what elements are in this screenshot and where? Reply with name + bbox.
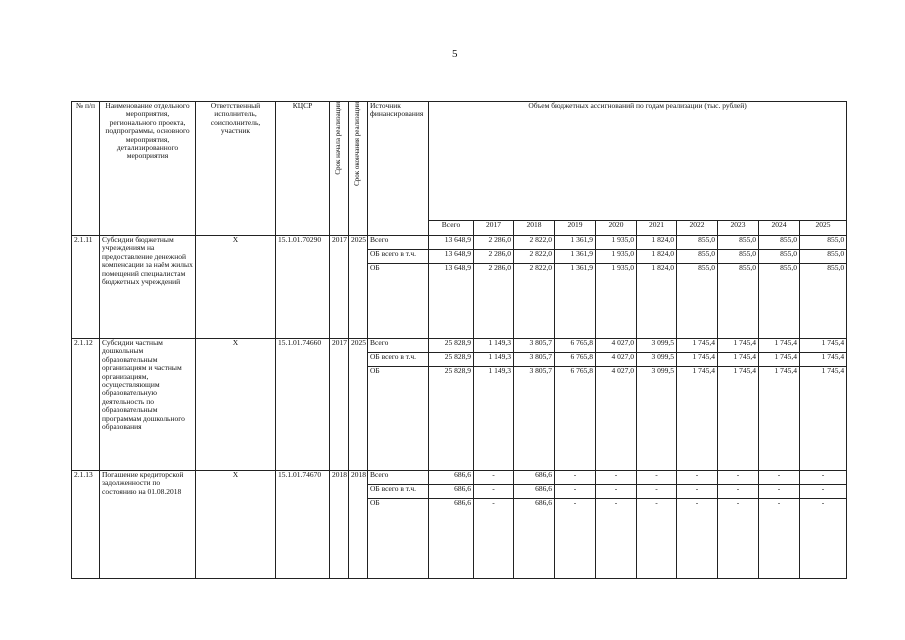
header-year: 2025 bbox=[800, 221, 847, 236]
value-cell: 1 361,9 bbox=[555, 236, 596, 250]
table-row bbox=[72, 339, 847, 353]
row-num: 2.1.11 bbox=[72, 236, 100, 339]
header-end-label: Срок окончания реализации bbox=[353, 102, 362, 186]
value-cell: - bbox=[637, 485, 677, 499]
row-source: ОБ bbox=[368, 367, 429, 471]
header-kcsr: КЦСР bbox=[276, 102, 330, 236]
value-cell: - bbox=[759, 499, 800, 579]
value-cell: 1 745,4 bbox=[718, 339, 759, 353]
value-cell: - bbox=[677, 499, 718, 579]
value-cell: 1 149,3 bbox=[474, 367, 514, 471]
value-cell: 855,0 bbox=[677, 250, 718, 264]
value-cell: 4 027,0 bbox=[596, 353, 637, 367]
header-year: 2023 bbox=[718, 221, 759, 236]
value-cell: - bbox=[596, 485, 637, 499]
value-cell: 855,0 bbox=[759, 250, 800, 264]
value-cell: - bbox=[474, 471, 514, 485]
value-cell: 3 099,5 bbox=[637, 367, 677, 471]
value-cell: 6 765,8 bbox=[555, 367, 596, 471]
value-cell: 3 805,7 bbox=[514, 339, 555, 353]
row-source: Всего bbox=[368, 339, 429, 353]
value-cell: 1 745,4 bbox=[759, 353, 800, 367]
value-cell: - bbox=[637, 499, 677, 579]
value-cell: 855,0 bbox=[759, 264, 800, 339]
table-body bbox=[72, 236, 847, 579]
value-cell: - bbox=[637, 471, 677, 485]
value-cell: 1 745,4 bbox=[800, 353, 847, 367]
value-cell: 4 027,0 bbox=[596, 339, 637, 353]
row-name: Погашение кредиторской задолженности по состоянию на 01.08.2018 bbox=[100, 471, 196, 579]
row-name: Субсидии бюджетным учреждениям на предоставление денежной компенсации за наём жилых помещений специалистам бюджетных учреждений bbox=[100, 236, 196, 339]
value-cell: 686,6 bbox=[429, 499, 474, 579]
value-cell: 3 805,7 bbox=[514, 353, 555, 367]
value-cell: 3 099,5 bbox=[637, 339, 677, 353]
value-cell: 686,6 bbox=[429, 471, 474, 485]
value-cell: 1 361,9 bbox=[555, 250, 596, 264]
row-source: ОБ bbox=[368, 499, 429, 579]
value-cell: 855,0 bbox=[800, 250, 847, 264]
value-cell: - bbox=[596, 471, 637, 485]
header-source: Источник финансирования bbox=[368, 102, 429, 236]
value-cell: 1 935,0 bbox=[596, 250, 637, 264]
value-cell: 855,0 bbox=[800, 236, 847, 250]
value-cell: 13 648,9 bbox=[429, 250, 474, 264]
value-cell: - bbox=[555, 471, 596, 485]
row-source: ОБ всего в т.ч. bbox=[368, 485, 429, 499]
value-cell: - bbox=[677, 485, 718, 499]
value-cell: 855,0 bbox=[718, 250, 759, 264]
value-cell: 1 149,3 bbox=[474, 339, 514, 353]
value-cell: 1 745,4 bbox=[759, 367, 800, 471]
row-start: 2017 bbox=[330, 339, 349, 471]
row-source: ОБ всего в т.ч. bbox=[368, 250, 429, 264]
value-cell: 6 765,8 bbox=[555, 353, 596, 367]
header-end bbox=[349, 102, 368, 236]
value-cell: 1 935,0 bbox=[596, 236, 637, 250]
header-year: 2021 bbox=[637, 221, 677, 236]
value-cell: 25 828,9 bbox=[429, 353, 474, 367]
header-year: 2024 bbox=[759, 221, 800, 236]
value-cell: 1 745,4 bbox=[677, 353, 718, 367]
row-end: 2025 bbox=[349, 236, 368, 339]
value-cell: 686,6 bbox=[429, 485, 474, 499]
value-cell: 1 149,3 bbox=[474, 353, 514, 367]
header-year: 2020 bbox=[596, 221, 637, 236]
row-source: ОБ bbox=[368, 264, 429, 339]
value-cell: 25 828,9 bbox=[429, 339, 474, 353]
row-kcsr: 15.1.01.70290 bbox=[276, 236, 330, 339]
value-cell: - bbox=[474, 485, 514, 499]
value-cell: 855,0 bbox=[800, 264, 847, 339]
table-row bbox=[72, 236, 847, 250]
value-cell: - bbox=[800, 471, 847, 485]
row-num: 2.1.13 bbox=[72, 471, 100, 579]
row-executor: Х bbox=[196, 339, 276, 471]
header-year: 2019 bbox=[555, 221, 596, 236]
value-cell: 1 824,0 bbox=[637, 250, 677, 264]
value-cell: 1 361,9 bbox=[555, 264, 596, 339]
header-executor: Ответственный исполнитель, соисполнитель, участник bbox=[196, 102, 276, 236]
value-cell: - bbox=[759, 485, 800, 499]
value-cell: 4 027,0 bbox=[596, 367, 637, 471]
row-num: 2.1.12 bbox=[72, 339, 100, 471]
value-cell: 1 745,4 bbox=[800, 367, 847, 471]
value-cell: 855,0 bbox=[759, 236, 800, 250]
value-cell: 855,0 bbox=[718, 264, 759, 339]
value-cell: 2 822,0 bbox=[514, 236, 555, 250]
row-start: 2017 bbox=[330, 236, 349, 339]
value-cell: - bbox=[474, 499, 514, 579]
value-cell: - bbox=[718, 471, 759, 485]
value-cell: 1 824,0 bbox=[637, 236, 677, 250]
value-cell: 1 745,4 bbox=[677, 367, 718, 471]
header-num: № п/п bbox=[72, 102, 100, 236]
header-year: 2018 bbox=[514, 221, 555, 236]
row-executor: Х bbox=[196, 236, 276, 339]
value-cell: 3 805,7 bbox=[514, 367, 555, 471]
header-year: Всего bbox=[429, 221, 474, 236]
row-source: ОБ всего в т.ч. bbox=[368, 353, 429, 367]
value-cell: - bbox=[800, 499, 847, 579]
value-cell: 25 828,9 bbox=[429, 367, 474, 471]
row-kcsr: 15.1.01.74670 bbox=[276, 471, 330, 579]
value-cell: 2 286,0 bbox=[474, 250, 514, 264]
value-cell: 6 765,8 bbox=[555, 339, 596, 353]
table-row bbox=[72, 471, 847, 485]
value-cell: - bbox=[718, 499, 759, 579]
header-name: Наименование отдельного мероприятия, регионального проекта, подпрограммы, основного мероприятия, детализированного мероприятия bbox=[100, 102, 196, 236]
header-start bbox=[330, 102, 349, 236]
value-cell: - bbox=[718, 485, 759, 499]
value-cell: 855,0 bbox=[718, 236, 759, 250]
value-cell: 2 822,0 bbox=[514, 264, 555, 339]
value-cell: 2 286,0 bbox=[474, 264, 514, 339]
value-cell: 686,6 bbox=[514, 471, 555, 485]
row-executor: Х bbox=[196, 471, 276, 579]
value-cell: 686,6 bbox=[514, 499, 555, 579]
value-cell: 1 745,4 bbox=[718, 367, 759, 471]
value-cell: - bbox=[555, 499, 596, 579]
value-cell: 13 648,9 bbox=[429, 236, 474, 250]
row-source: Всего bbox=[368, 471, 429, 485]
row-name: Субсидии частным дошкольным образовательным организациям и частным организациям, осуществляющим образовательную деятельность по образовательным программам дошкольного образования bbox=[100, 339, 196, 471]
value-cell: - bbox=[677, 471, 718, 485]
value-cell: - bbox=[555, 485, 596, 499]
header-year: 2017 bbox=[474, 221, 514, 236]
budget-allocation-table bbox=[71, 101, 847, 579]
value-cell: 1 745,4 bbox=[677, 339, 718, 353]
value-cell: 855,0 bbox=[677, 236, 718, 250]
header-year: 2022 bbox=[677, 221, 718, 236]
value-cell: 13 648,9 bbox=[429, 264, 474, 339]
value-cell: 1 824,0 bbox=[637, 264, 677, 339]
row-start: 2018 bbox=[330, 471, 349, 579]
header-start-label: Срок начала реализации bbox=[334, 102, 343, 175]
value-cell: 855,0 bbox=[677, 264, 718, 339]
value-cell: 3 099,5 bbox=[637, 353, 677, 367]
value-cell: 1 745,4 bbox=[800, 339, 847, 353]
value-cell: 1 745,4 bbox=[718, 353, 759, 367]
value-cell: 2 286,0 bbox=[474, 236, 514, 250]
row-kcsr: 15.1.01.74660 bbox=[276, 339, 330, 471]
value-cell: 686,6 bbox=[514, 485, 555, 499]
value-cell: 2 822,0 bbox=[514, 250, 555, 264]
value-cell: - bbox=[800, 485, 847, 499]
value-cell: 1 745,4 bbox=[759, 339, 800, 353]
value-cell: 1 935,0 bbox=[596, 264, 637, 339]
page-number: 5 bbox=[452, 48, 458, 60]
row-end: 2018 bbox=[349, 471, 368, 579]
row-source: Всего bbox=[368, 236, 429, 250]
value-cell: - bbox=[759, 471, 800, 485]
row-end: 2025 bbox=[349, 339, 368, 471]
header-volume: Объем бюджетных ассигнований по годам реализации (тыс. рублей) bbox=[429, 102, 847, 221]
value-cell: - bbox=[596, 499, 637, 579]
